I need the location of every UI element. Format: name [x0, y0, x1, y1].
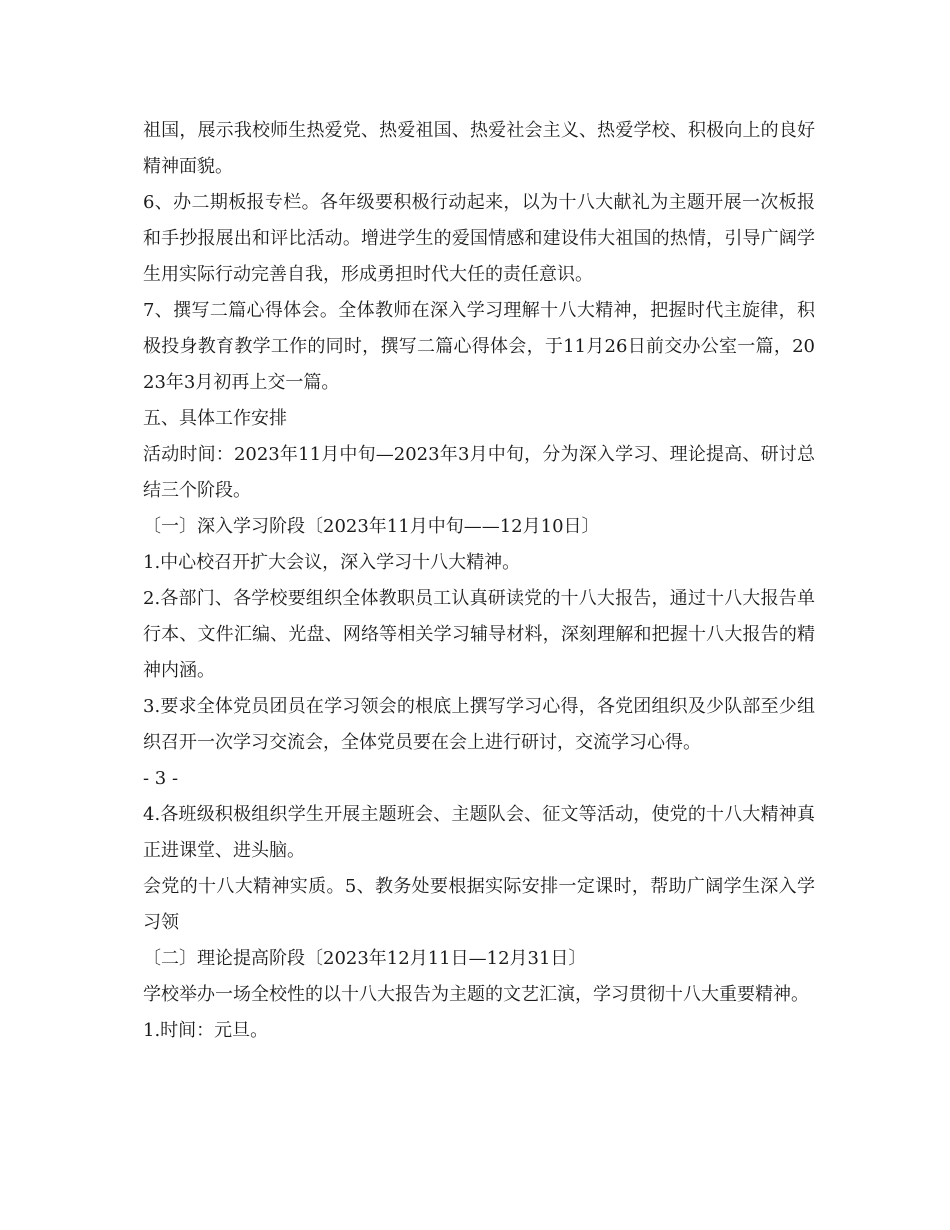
paragraph-activity-time: 活动时间：2023年11月中旬—2023年3月中旬，分为深入学习、理论提高、研讨总结三个阶段。: [143, 444, 815, 501]
paragraph-step-4: 4.各班级积极组织学生开展主题班会、主题队会、征文等活动，使党的十八大精神真正进课堂、进头脑。: [143, 804, 815, 861]
paragraph-intro-continuation: 祖国，展示我校师生热爱党、热爱祖国、热爱社会主义、热爱学校、积极向上的良好精神面貌。: [143, 120, 815, 177]
section-heading-5: 五、具体工作安排: [143, 408, 287, 429]
document-body: [143, 113, 815, 1049]
paragraph-step-1: 1.中心校召开扩大会议，深入学习十八大精神。: [143, 552, 521, 573]
paragraph-step-5: 会党的十八大精神实质。5、教务处要根据实际安排一定课时，帮助广阔学生深入学习领: [143, 876, 815, 933]
paragraph-time: 1.时间：元旦。: [143, 1020, 269, 1041]
paragraph-performance: 学校举办一场全校性的以十八大报告为主题的文艺汇演，学习贯彻十八大重要精神。: [143, 984, 809, 1005]
stage-heading-1: 〔一〕深入学习阶段〔2023年11月中旬——12月10日〕: [143, 516, 600, 537]
paragraph-step-3: 3.要求全体党员团员在学习领会的根底上撰写学习心得，各党团组织及少队部至少组织召开一次学习交流会，全体党员要在会上进行研讨，交流学习心得。: [143, 696, 815, 753]
paragraph-item-7: 7、撰写二篇心得体会。全体教师在深入学习理解十八大精神，把握时代主旋律，积极投身教育教学工作的同时，撰写二篇心得体会，于11月26日前交办公室一篇，2023年3月初再上交一篇。: [143, 300, 815, 393]
stage-heading-2: 〔二〕理论提高阶段〔2023年12月11日—12月31日〕: [143, 948, 587, 969]
paragraph-step-2: 2.各部门、各学校要组织全体教职员工认真研读党的十八大报告，通过十八大报告单行本、文件汇编、光盘、网络等相关学习辅导材料，深刻理解和把握十八大报告的精神内涵。: [143, 588, 815, 681]
page-number: - 3 -: [143, 768, 179, 789]
paragraph-item-6: 6、办二期板报专栏。各年级要积极行动起来，以为十八大献礼为主题开展一次板报和手抄报展出和评比活动。增进学生的爱国情感和建设伟大祖国的热情，引导广阔学生用实际行动完善自我，形成勇担时代大任的责任意识。: [143, 192, 815, 285]
